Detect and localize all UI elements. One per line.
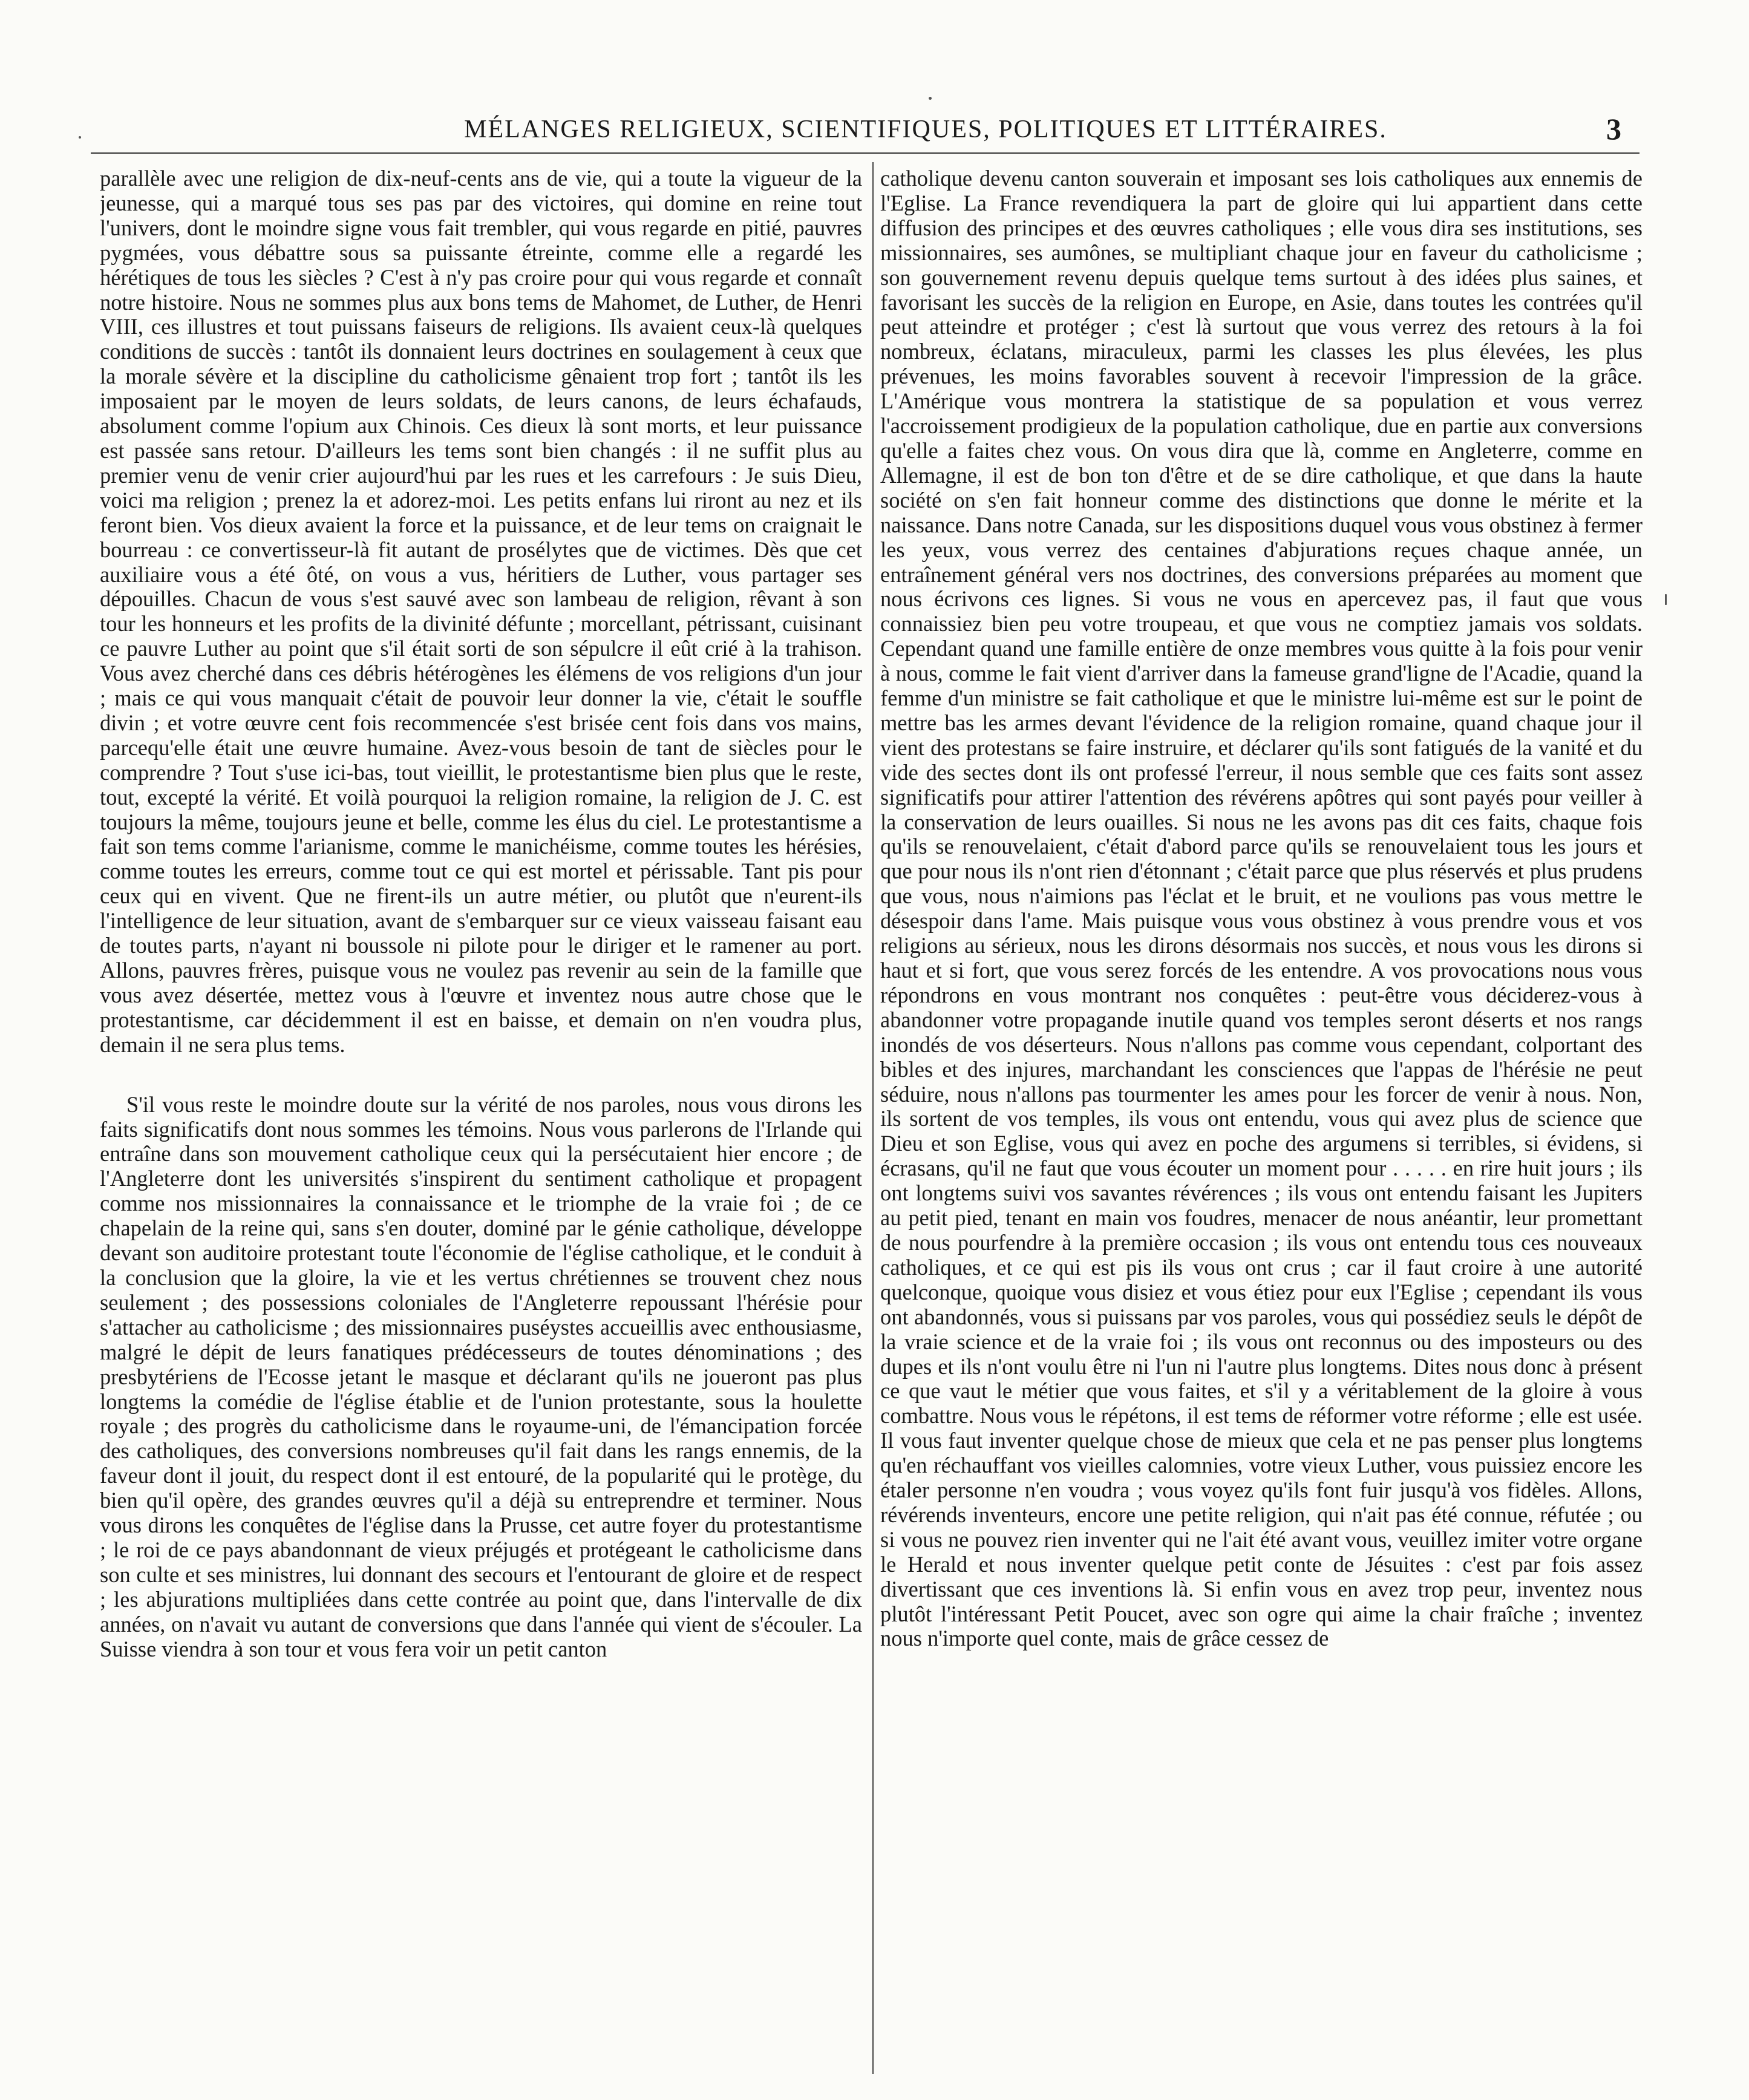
- running-title: MÉLANGES RELIGIEUX, SCIENTIFIQUES, POLITIQUES ET LITTÉRAIRES.: [464, 116, 1387, 143]
- right-paragraph-1: catholique devenu canton souverain et imposant ses lois catholiques aux ennemis de l'Eglise. La France revendiquera la part de gloire qui lui appartient dans cette diffusion des principes et des œuvres catholiques ; elle vous dira ses institutions, ses missionnaires, ses aumônes, se multipliant chaque jour en faveur du catholicisme ; son gouvernement revenu depuis quelque tems surtout à des idées plus saines, et favorisant les succès de la religion en Europe, en Asie, dans toutes les contrées qu'il peut atteindre et protéger ; c'est là surtout que vous verrez des retours à la foi nombreux, éclatans, miraculeux, parmi les classes les plus élevées, les plus prévenues, les moins favorables souvent à recevoir l'impression de la grâce. L'Amérique vous montrera la statistique de sa population et vous verrez l'accroissement prodigieux de la population catholique, due en partie aux conversions qu'elle a faites chez vous. On vous dira que là, comme en Angleterre, comme en Allemagne, il est de bon ton d'être et de se dire catholique, et que dans la haute société on s'en fait honneur comme des distinctions que donne le mérite et la naissance. Dans notre Canada, sur les dispositions duquel vous vous obstinez à fermer les yeux, vous verrez des centaines d'abjurations reçues chaque année, un entraînement général vers nos doctrines, des conversions préparées au moment que nous écrivons ces lignes. Si vous ne vous en apercevez pas, il faut que vous connaissiez bien peu votre troupeau, et que vous ne comptiez jamais vos soldats. Cependant quand une famille entière de onze membres vous quitte à la fois pour venir à nous, comme le fait vient d'arriver dans la fameuse grand'ligne de l'Acadie, quand la femme d'un ministre se fait catholique et que le ministre lui-même est sur le point de mettre bas les armes devant l'évidence de la religion romaine, quand chaque jour il vient des protestans se faire instruire, et déclarer qu'ils sont fatigués de la vanité et du vide des sectes dont ils ont professé l'erreur, il nous semble que ces faits sont assez significatifs pour attirer l'attention des révérens apôtres qui sont payés pour veiller à la conservation de leurs ouailles. Si nous ne les avons pas dit ces faits, chaque fois qu'ils se renouvelaient, c'était d'abord parce qu'ils se renouvelaient tous les jours et que pour nous ils n'ont rien d'étonnant ; c'était parce que plus réservés et plus prudens que vous, nous n'aimions pas l'éclat et le bruit, et ne voulions pas vous mettre le désespoir dans l'ame. Mais puisque vous vous obstinez à vous prendre vous et vos religions au sérieux, nous les dirons désormais nos succès, et nous vous les dirons si haut et si fort, que vous serez forcés de les entendre. A vos provocations nous vous répondrons en vous montrant nos conquêtes : peut-être vous déciderez-vous à abandonner votre propagande inutile quand vos temples seront déserts et nos rangs inondés de vos déserteurs. Nous n'allons pas comme vous cependant, colportant des bibles et des injures, marchandant les consciences que l'appas de l'hérésie ne peut séduire, nous n'allons pas tourmenter les ames pour les forcer de venir à nous. Non, ils sortent de vos temples, ils vous ont entendu, vous qui avez plus de science que Dieu et son Eglise, vous qui avez en poche des argumens si terribles, si évidens, si écrasans, qu'il ne faut que vous écouter un moment pour . . . . . en rire huit jours ; ils ont longtems suivi vos savantes révérences ; ils vous ont entendu faisant les Jupiters au petit pied, tenant en main vos foudres, menacer de nous anéantir, leur promettant de nous pourfendre à la première occasion ; ils vous ont entendu tous ces nouveaux catholiques, et ce qui est pis ils vous ont crus ; car il faut croire à une autorité quelconque, quoique vous disiez et vous étiez pour eux l'Eglise ; cependant ils vous ont abandonnés, vous si puissans par vos paroles, vous qui possédiez seuls le dépôt de la vraie science et de la vraie foi ; ils vous ont reconnus ou des imposteurs ou des dupes et ils n'ont voulu être ni l'un ni l'autre plus longtems. Dites nous donc à présent ce que vaut le métier que vous faites, et s'il y a véritablement de la gloire à vous combattre. Nous vous le répétons, il est tems de réformer votre réforme ; elle est usée. Il vous faut inventer quelque chose de mieux que cela et ne pas penser plus longtems qu'en réchauffant vos vieilles calomnies, votre vieux Luther, vous puissiez encore les étaler personne n'en voudra ; vous voyez qu'ils font fuir jusqu'à vos fidèles. Allons, révérends inventeurs, encore une petite religion, qui n'ait pas été connue, réfutée ; ou si vous ne pouvez rien inventer qui ne l'ait été avant vous, veuillez imiter votre organe le Herald et nous inventer quelque petit conte de Jésuites : c'est par fois assez divertissant que ces inventions là. Si enfin vous en avez trop peur, inventez nous plutôt l'intéressant Petit Poucet, avec son ogre qui aime la chair fraîche ; inventez nous n'importe quel conte, mais de grâce cessez de: [880, 166, 1643, 1651]
- left-paragraph-1: parallèle avec une religion de dix-neuf-cents ans de vie, qui a toute la vigueur de la jeunesse, qui a marqué tous ses pas par des victoires, qui domine en reine tout l'univers, dont le moindre signe vous fait trembler, qui vous regarde en pitié, pauvres pygmées, vous débattre sous sa puissante étreinte, comme elle a regardé les hérétiques de tous les siècles ? C'est à n'y pas croire pour qui vous regarde et connaît notre histoire. Nous ne sommes plus aux bons tems de Mahomet, de Luther, de Henri VIII, ces illustres et tout puissans faiseurs de religions. Ils avaient ceux-là quelques conditions de succès : tantôt ils donnaient leurs doctrines en soulagement à ceux que la morale sévère et la discipline du catholicisme gênaient trop fort ; tantôt ils les imposaient par le moyen de leurs soldats, de leurs canons, de leurs échafauds, absolument comme l'opium aux Chinois. Ces dieux là sont morts, et leur puissance est passée sans retour. D'ailleurs les tems sont bien changés : il ne suffit plus au premier venu de venir crier aujourd'hui par les rues et les carrefours : Je suis Dieu, voici ma religion ; prenez la et adorez-moi. Les petits enfans lui riront au nez et ils feront bien. Vos dieux avaient la force et la puissance, et de leur tems on craignait le bourreau : ce convertisseur-là fit autant de prosélytes que de victimes. Dès que cet auxiliaire vous a été ôté, on vous a vus, héritiers de Luther, vous partager ses dépouilles. Chacun de vous s'est sauvé avec son lambeau de religion, rêvant à son tour les honneurs et les profits de la divinité défunte ; morcellant, pétrissant, cuisinant ce pauvre Luther au point que s'il était sorti de son sépulcre il eût crié à la trahison. Vous avez cherché dans ces débris hétérogènes les élémens de vos religions d'un jour ; mais ce qui vous manquait c'était de pouvoir leur donner la vie, c'était le souffle divin ; et votre œuvre cent fois recommencée s'est brisée cent fois dans vos mains, parcequ'elle était une œuvre humaine. Avez-vous besoin de tant de siècles pour le comprendre ? Tout s'use ici-bas, tout vieillit, le protestantisme bien plus que le reste, tout, excepté la vérité. Et voilà pourquoi la religion romaine, la religion de J. C. est toujours la même, toujours jeune et belle, comme les élus du ciel. Le protestantisme a fait son tems comme l'arianisme, comme le manichéisme, comme toutes les hérésies, comme toutes les erreurs, comme tout ce qui est mortel et périssable. Tant pis pour ceux qui en vivent. Que ne firent-ils un autre métier, ou plutôt que n'eurent-ils l'intelligence de leur situation, avant de s'embarquer sur ce vieux vaisseau faisant eau de toutes parts, n'ayant ni boussole ni pilote pour le diriger et le ramener au port. Allons, pauvres frères, puisque vous ne voulez pas revenir au sein de la famille que vous avez désertée, mettez vous à l'œuvre et inventez nous autre chose que le protestantisme, car décidemment il est en baisse, et demain on n'en voudra plus, demain il ne sera plus tems.: [100, 166, 862, 1057]
- print-speck: [1665, 594, 1667, 605]
- left-column: [100, 166, 862, 2060]
- left-paragraph-2: S'il vous reste le moindre doute sur la vérité de nos paroles, nous vous dirons les faits significatifs dont nous sommes les témoins. Nous vous parlerons de l'Irlande qui entraîne dans son mouvement catholique ceux qui la persécutaient hier encore ; de l'Angleterre dont les universités s'inspirent du sentiment catholique et propagent comme nos missionnaires la connaissance et le triomphe de la vraie foi ; de ce chapelain de la reine qui, sans s'en douter, dominé par le génie catholique, développe devant son auditoire protestant toute l'économie de l'église catholique, et le conduit à la conclusion que la gloire, la vie et les vertus chrétiennes se trouvent chez nous seulement ; des possessions coloniales de l'Angleterre repoussant l'hérésie pour s'attacher au catholicisme ; des missionnaires puséystes accueillis avec enthousiasme, malgré le dépit de leurs fanatiques prédécesseurs de toutes dénominations ; des presbytériens de l'Ecosse jetant le masque et déclarant qu'ils ne joueront pas plus longtems la comédie de l'église établie et de l'union protestante, sous la houlette royale ; des progrès du catholicisme dans le royaume-uni, de l'émancipation forcée des catholiques, des conversions nombreuses qu'il fait dans les rangs ennemis, de la faveur dont il jouit, du respect dont il est entouré, de la popularité qui le protège, du bien qu'il opère, des grandes œuvres qu'il a déjà su entreprendre et terminer. Nous vous dirons les conquêtes de l'église dans la Prusse, cet autre foyer du protestantisme ; le roi de ce pays abandonnant de vieux préjugés et protégeant le catholicisme dans son culte et ses ministres, lui donnant des secours et l'entourant de gloire et de respect ; les abjurations multipliées dans cette contrée au point que, dans l'intervalle de dix années, on n'avait vu autant de conversions que dans l'année qui vient de s'écouler. La Suisse viendra à son tour et vous fera voir un petit canton: [100, 1091, 862, 1661]
- print-speck: [79, 136, 81, 139]
- page-header: [91, 112, 1639, 157]
- print-speck: [929, 97, 932, 100]
- column-divider: [872, 162, 874, 2074]
- page-number: 3: [1606, 112, 1621, 146]
- header-rule: [91, 152, 1639, 154]
- right-column: [880, 166, 1643, 2060]
